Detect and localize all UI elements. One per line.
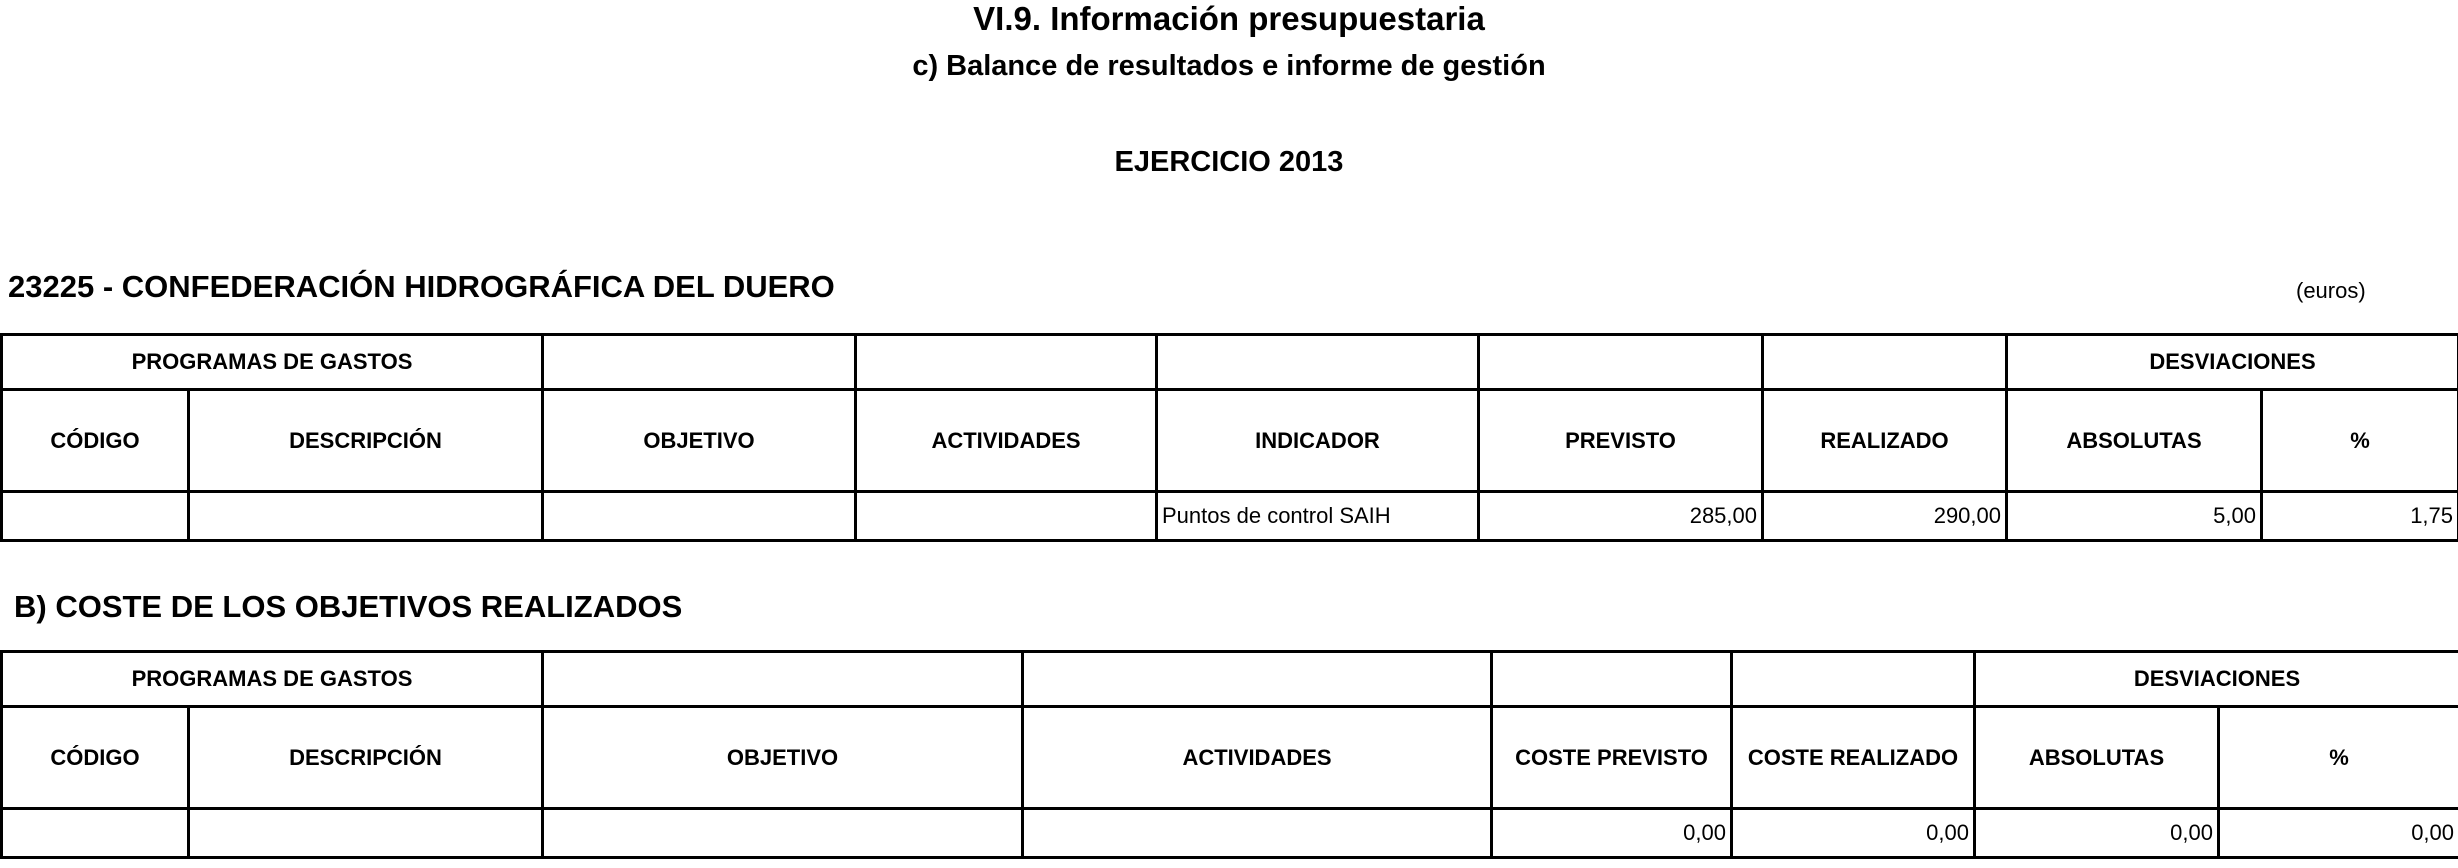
- cell-coste-realizado: 0,00: [1732, 809, 1975, 858]
- column-header-codigo: CÓDIGO: [2, 390, 189, 492]
- cell-absolutas: 0,00: [1975, 809, 2219, 858]
- group-header-programas: PROGRAMAS DE GASTOS: [2, 335, 543, 390]
- column-header-percent: %: [2219, 707, 2458, 809]
- cell-percent: 1,75: [2262, 492, 2458, 541]
- column-header-realizado: REALIZADO: [1763, 390, 2007, 492]
- group-header-empty: [1732, 652, 1975, 707]
- section-b-title: B) COSTE DE LOS OBJETIVOS REALIZADOS: [14, 589, 683, 624]
- column-header-percent: %: [2262, 390, 2458, 492]
- cell-objetivo: [543, 809, 1023, 858]
- page-title: VI.9. Información presupuestaria: [973, 0, 1485, 37]
- table-row: [2, 809, 2458, 858]
- cell-actividades: [1023, 809, 1492, 858]
- group-header-row: [2, 335, 2458, 390]
- column-header-objetivo: OBJETIVO: [543, 390, 856, 492]
- column-header-codigo: CÓDIGO: [2, 707, 189, 809]
- column-header-descripcion: DESCRIPCIÓN: [189, 707, 543, 809]
- cell-percent: 0,00: [2219, 809, 2458, 858]
- column-header-indicador: INDICADOR: [1157, 390, 1479, 492]
- cost-table: [0, 650, 2458, 859]
- cell-objetivo: [543, 492, 856, 541]
- column-header-descripcion: DESCRIPCIÓN: [189, 390, 543, 492]
- group-header-programas: PROGRAMAS DE GASTOS: [2, 652, 543, 707]
- results-table: [0, 333, 2458, 542]
- column-header-coste-previsto: COSTE PREVISTO: [1492, 707, 1732, 809]
- page-subtitle: c) Balance de resultados e informe de gestión: [912, 50, 1546, 82]
- cell-realizado: 290,00: [1763, 492, 2007, 541]
- column-header-coste-realizado: COSTE REALIZADO: [1732, 707, 1975, 809]
- column-header-row: [2, 707, 2458, 809]
- group-header-empty: [856, 335, 1157, 390]
- group-header-empty: [1479, 335, 1763, 390]
- group-header-empty: [1763, 335, 2007, 390]
- column-header-absolutas: ABSOLUTAS: [1975, 707, 2219, 809]
- column-header-actividades: ACTIVIDADES: [1023, 707, 1492, 809]
- cell-descripcion: [189, 809, 543, 858]
- group-header-empty: [1023, 652, 1492, 707]
- group-header-desviaciones: DESVIACIONES: [2007, 335, 2458, 390]
- cell-indicador: Puntos de control SAIH: [1157, 492, 1479, 541]
- cell-descripcion: [189, 492, 543, 541]
- cell-absolutas: 5,00: [2007, 492, 2262, 541]
- group-header-empty: [543, 335, 856, 390]
- column-header-objetivo: OBJETIVO: [543, 707, 1023, 809]
- cell-coste-previsto: 0,00: [1492, 809, 1732, 858]
- cell-previsto: 285,00: [1479, 492, 1763, 541]
- exercise-year: EJERCICIO 2013: [1114, 146, 1344, 178]
- column-header-previsto: PREVISTO: [1479, 390, 1763, 492]
- group-header-row: [2, 652, 2458, 707]
- entity-heading: 23225 - CONFEDERACIÓN HIDROGRÁFICA DEL DUERO: [8, 269, 835, 304]
- cell-actividades: [856, 492, 1157, 541]
- table-row: [2, 492, 2458, 541]
- group-header-desviaciones: DESVIACIONES: [1975, 652, 2458, 707]
- column-header-absolutas: ABSOLUTAS: [2007, 390, 2262, 492]
- cell-codigo: [2, 492, 189, 541]
- column-header-actividades: ACTIVIDADES: [856, 390, 1157, 492]
- column-header-row: [2, 390, 2458, 492]
- group-header-empty: [543, 652, 1023, 707]
- group-header-empty: [1492, 652, 1732, 707]
- group-header-empty: [1157, 335, 1479, 390]
- currency-units: (euros): [2296, 278, 2366, 303]
- cell-codigo: [2, 809, 189, 858]
